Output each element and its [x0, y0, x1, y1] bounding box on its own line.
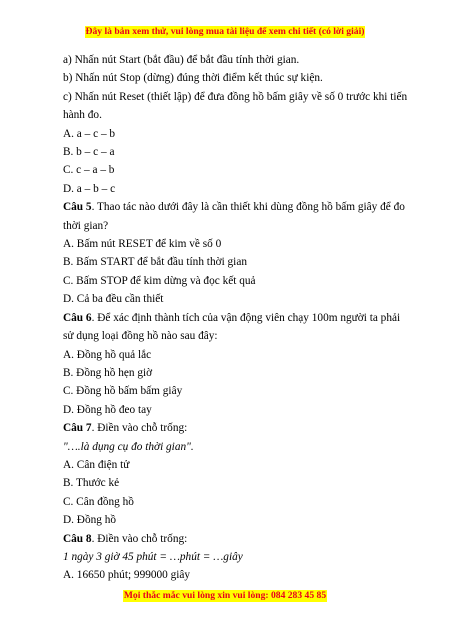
question-7-label: Câu 7: [63, 422, 92, 435]
question-8: [63, 530, 413, 548]
intro-line-c: c) Nhấn nút Reset (thiết lập) để đưa đồng hồ bấm giây về số 0 trước khi tiến hành đo.: [63, 90, 408, 122]
q7-option-a: A. Cân điện tử: [63, 458, 130, 471]
intro-line-b: b) Nhấn nút Stop (dừng) đúng thời điểm kết thúc sự kiện.: [63, 72, 323, 85]
question-7-prompt: "….là dụng cụ đo thời gian".: [63, 440, 194, 453]
question-8-prompt: 1 ngày 3 giờ 45 phút = …phút = …giây: [63, 550, 243, 563]
question-5-text: . Thao tác nào dưới đây là cần thiết khi dùng đồng hồ bấm giây để đo thời gian?: [63, 201, 405, 232]
question-8-text: . Điền vào chỗ trống:: [91, 532, 188, 545]
intro-option-a: A. a – c – b: [63, 127, 116, 140]
document-body: [63, 51, 413, 585]
question-6-text: . Để xác định thành tích của vận động viên chạy 100m người ta phải sử dụng loại đồng hồ nào sau đây:: [63, 311, 401, 343]
question-6-label: Câu 6: [63, 311, 92, 324]
q7-option-c: C. Cân đồng hồ: [63, 495, 134, 508]
intro-option-d: D. a – b – c: [63, 182, 116, 195]
q6-option-d: D. Đồng hồ đeo tay: [63, 403, 152, 416]
question-5: [63, 198, 413, 235]
question-7-text: . Điền vào chỗ trống:: [91, 422, 188, 435]
q6-option-b: B. Đồng hồ hẹn giờ: [63, 366, 153, 379]
q5-option-b: B. Bấm START để bắt đầu tính thời gian: [63, 256, 247, 269]
q7-option-b: B. Thước kẻ: [63, 477, 120, 490]
q5-option-d: D. Cả ba đều cần thiết: [63, 293, 164, 306]
intro-line-a: a) Nhấn nút Start (bắt đầu) để bắt đầu tính thời gian.: [63, 54, 300, 66]
footer-banner: Mọi thắc mắc vui lòng xin vui lòng: 084 283 45 85: [123, 590, 327, 601]
q6-option-c: C. Đồng hồ bấm bấm giây: [63, 385, 183, 398]
q5-option-a: A. Bấm nút RESET để kim về số 0: [63, 238, 222, 251]
q8-option-a: A. 16650 phút; 999000 giây: [63, 569, 191, 582]
question-8-label: Câu 8: [63, 532, 92, 545]
q5-option-c: C. Bấm STOP để kim dừng và đọc kết quả: [63, 274, 256, 287]
q6-option-a: A. Đồng hồ quả lắc: [63, 348, 152, 361]
header-banner: Đây là bản xem thử, vui lòng mua tài liệu để xem chi tiết (có lời giải): [85, 26, 365, 37]
question-6: [63, 309, 413, 346]
question-5-label: Câu 5: [63, 201, 92, 214]
q7-option-d: D. Đồng hồ: [63, 514, 117, 527]
question-7: [63, 419, 413, 437]
intro-option-b: B. b – c – a: [63, 146, 115, 159]
intro-option-c: C. c – a – b: [63, 164, 115, 177]
